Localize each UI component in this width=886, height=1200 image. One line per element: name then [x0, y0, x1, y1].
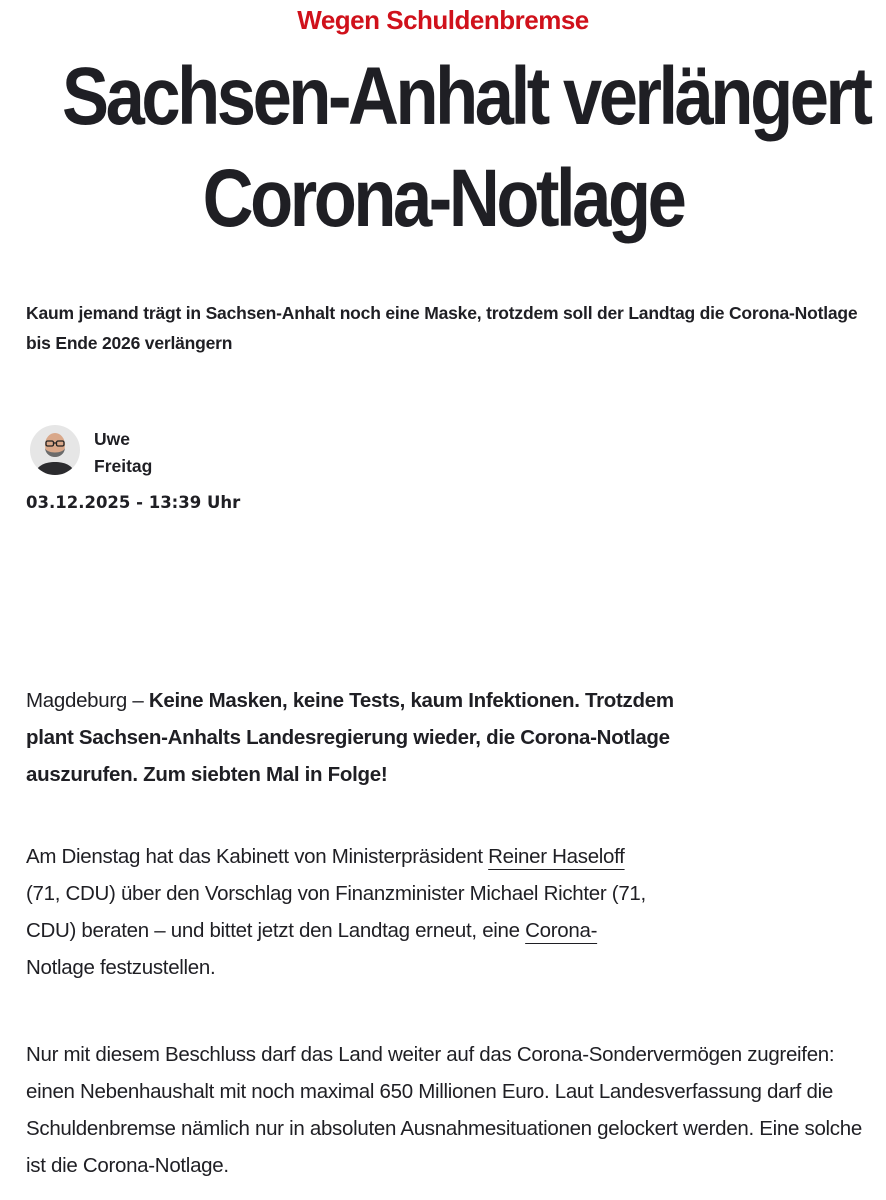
author-name[interactable]	[94, 426, 152, 480]
article-paragraph-2	[26, 1036, 886, 1184]
link-reiner-haseloff[interactable]: Reiner Haseloff	[488, 845, 625, 868]
link-corona[interactable]: Corona-	[525, 919, 598, 942]
headline-line-2: Corona-Notlage	[202, 153, 684, 244]
publish-date: 03.12.2025 - 13:39 Uhr	[26, 493, 241, 512]
article-kicker: Wegen Schuldenbremse	[297, 5, 589, 35]
p2-line-3: Schuldenbremse nämlich nur in absoluten Ausnahmesituationen gelockert werden. Eine solche	[26, 1117, 862, 1140]
p1-text-1: Am Dienstag hat das Kabinett von Ministerpräsident	[26, 845, 489, 868]
p2-line-1: Nur mit diesem Beschluss darf das Land weiter auf das Corona-Sondervermögen zugreifen:	[26, 1043, 835, 1066]
article-headline	[62, 46, 870, 250]
author-first-name: Uwe	[94, 429, 130, 449]
article-teaser: Kaum jemand trägt in Sachsen-Anhalt noch eine Maske, trotzdem soll der Landtag die Corona-Notlage bis Ende 2026 verlängern	[26, 303, 858, 353]
p1-text-3: CDU) beraten – und bittet jetzt den Landtag erneut, eine	[26, 919, 526, 942]
lead-dateline: Magdeburg –	[26, 689, 149, 712]
p1-line-4: Notlage festzustellen.	[26, 956, 216, 979]
p2-line-2: einen Nebenhaushalt mit noch maximal 650 Millionen Euro. Laut Landesverfassung darf die	[26, 1080, 833, 1103]
lead-line-3	[26, 756, 886, 793]
lead-bold-2: plant Sachsen-Anhalts Landesregierung wieder, die Corona-Notlage	[26, 726, 670, 749]
article-paragraph-1	[26, 838, 886, 986]
p2-line-4: ist die Corona-Notlage.	[26, 1154, 229, 1177]
p1-line-2: (71, CDU) über den Vorschlag von Finanzminister Michael Richter (71,	[26, 882, 646, 905]
article-lead	[26, 682, 886, 793]
lead-line-2	[26, 719, 886, 756]
author-portrait-icon[interactable]	[28, 420, 82, 480]
lead-bold-3: auszurufen. Zum siebten Mal in Folge!	[26, 763, 388, 786]
p1-line-1	[26, 838, 886, 875]
lead-line-1	[26, 682, 886, 719]
headline-line-1: Sachsen-Anhalt verlängert	[62, 51, 870, 142]
p1-line-3	[26, 912, 886, 949]
author-last-name: Freitag	[94, 456, 153, 476]
lead-bold-1: Keine Masken, keine Tests, kaum Infektionen. Trotzdem	[148, 689, 674, 712]
